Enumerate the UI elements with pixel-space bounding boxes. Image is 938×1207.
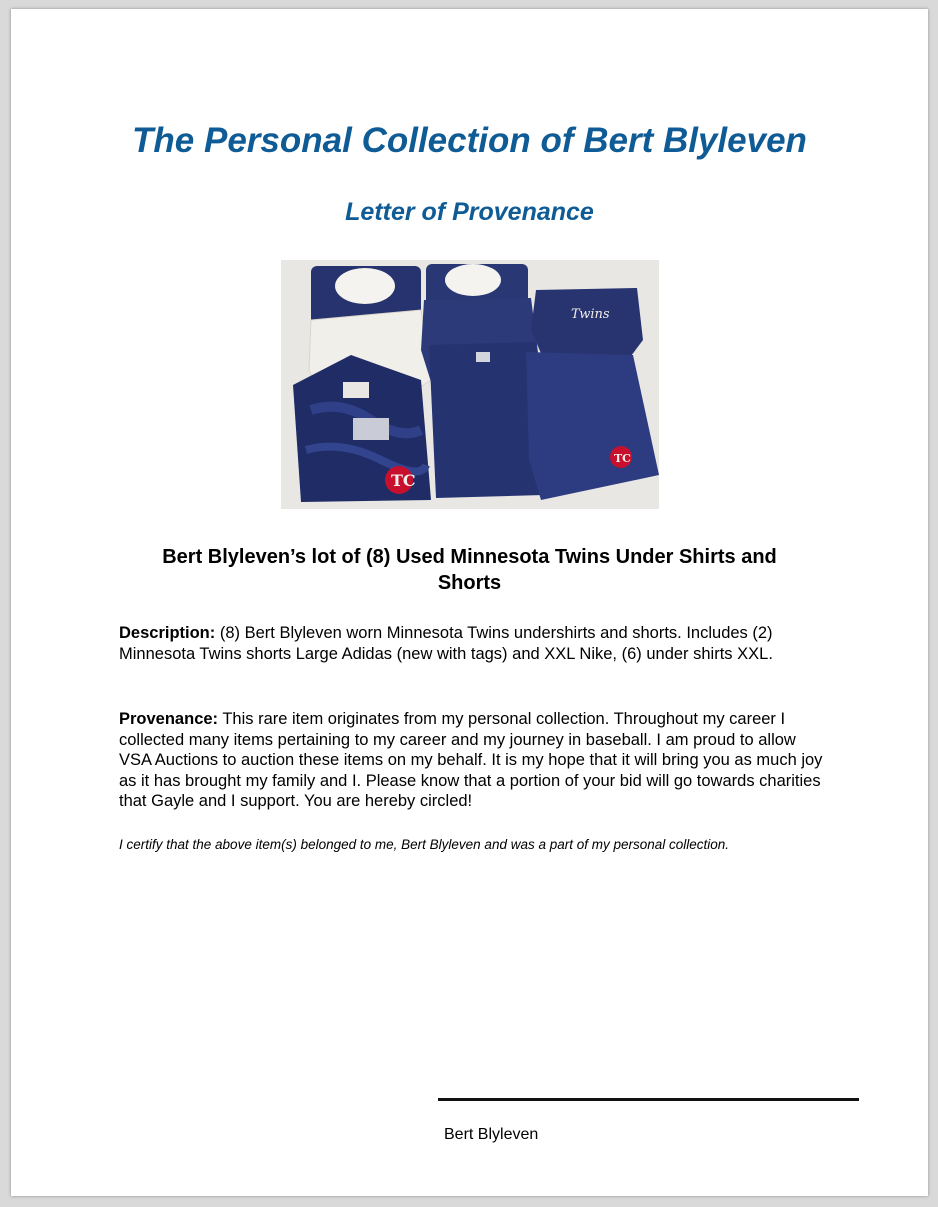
page-title: The Personal Collection of Bert Blyleven <box>132 121 807 160</box>
svg-text:Twins: Twins <box>571 307 610 322</box>
svg-text:TC: TC <box>614 452 631 465</box>
provenance-label: Provenance: <box>119 710 219 728</box>
description-label: Description: <box>119 624 216 642</box>
provenance-paragraph <box>119 709 829 812</box>
provenance-text: This rare item originates from my personal collection. Throughout my career I collected many items pertaining to my career and my journey in baseball. I am proud to allow VSA Auctions to auction these items on my behalf. It is my hope that it will bring you as much joy as it has brought my family and I. Please know that a portion of your bid will go towards charities that Gayle and I support. You are hereby circled! <box>119 710 823 810</box>
document-page <box>11 9 928 1196</box>
description-text: (8) Bert Blyleven worn Minnesota Twins undershirts and shorts. Includes (2) Minnesota Twins shorts Large Adidas (new with tags) and XXL Nike, (6) under shirts XXL. <box>119 624 773 663</box>
page-subtitle: Letter of Provenance <box>345 198 594 226</box>
lot-title: Bert Blyleven’s lot of (8) Used Minnesota Twins Under Shirts and Shorts <box>162 546 777 594</box>
signature-name: Bert Blyleven <box>444 1126 539 1143</box>
description-paragraph <box>119 623 829 664</box>
lot-photo <box>281 260 659 509</box>
certification-statement: I certify that the above item(s) belonged to me, Bert Blyleven and was a part of my personal collection. <box>119 837 730 852</box>
svg-text:TC: TC <box>391 471 416 490</box>
signature-line <box>438 1098 859 1101</box>
garment-shirt <box>531 288 643 358</box>
garment-shirt <box>429 342 543 498</box>
